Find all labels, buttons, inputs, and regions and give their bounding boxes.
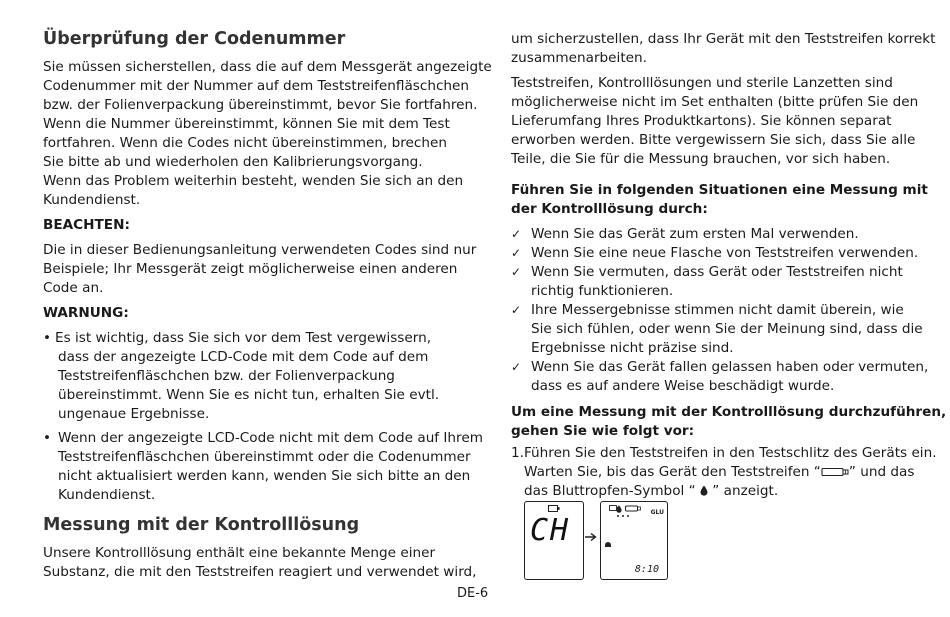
text-line: Kundendienst.: [58, 487, 156, 503]
checkmark-icon: ✓: [511, 246, 522, 260]
text-line: Codenummer mit der Nummer auf dem Teststreifenfläschchen: [43, 78, 470, 94]
text-segment: ” anzeigt.: [707, 483, 779, 499]
checkmark-icon: ✓: [511, 303, 522, 317]
test-strip-icon: [625, 505, 641, 512]
lcd-display-code: [524, 501, 584, 580]
bullet-icon: •: [43, 430, 52, 446]
checkmark-icon: ✓: [511, 265, 522, 279]
text-line: ungenaue Ergebnisse.: [58, 406, 210, 422]
text-line: Unsere Kontrolllösung enthält eine bekannte Menge einer: [43, 545, 436, 561]
text-line: Die in dieser Bedienungsanleitung verwendeten Codes sind nur: [43, 242, 477, 258]
paragraph-continued: [511, 30, 935, 68]
text-line: möglicherweise nicht im Set enthalten (bitte prüfen Sie den: [511, 94, 919, 110]
test-strip-icon: [821, 467, 849, 477]
text-line: Sie bitte ab und wiederholen den Kalibrierungsvorgang.: [43, 154, 423, 170]
text-line: dass der angezeigte LCD-Code mit dem Code auf dem: [58, 349, 429, 365]
text-line: Kundendienst.: [43, 192, 141, 208]
text-line: Führen Sie in folgenden Situationen eine Messung mit: [511, 182, 928, 198]
text-line: [511, 463, 937, 482]
text-line: Wenn die Nummer übereinstimmt, können Sie mit dem Test: [43, 116, 450, 132]
arrow-right-icon: [585, 533, 597, 541]
text-segment: das Bluttropfen-Symbol “: [524, 483, 700, 499]
text-line: nicht aktualisiert werden kann, wenden Sie sich bitte an den: [58, 468, 471, 484]
text-line: Sie müssen sicherstellen, dass die auf dem Messgerät angezeigte: [43, 59, 492, 75]
lcd-display-ready: [600, 501, 668, 580]
paragraph-note: [43, 241, 476, 298]
text-line: fortfahren. Wenn die Codes nicht übereinstimmen, brechen: [43, 135, 447, 151]
paragraph-supplies: [511, 74, 918, 169]
text-line: Wenn das Problem weiterhin besteht, wenden Sie sich an den: [43, 173, 464, 189]
text-line: Ihre Messergebnisse stimmen nicht damit überein, wie: [531, 302, 904, 318]
text-line: Teststreifenfläschchen bzw. der Folienverpackung: [58, 368, 395, 384]
text-line: zusammenarbeiten.: [511, 50, 647, 66]
heading-control-solution: Messung mit der Kontrolllösung: [43, 515, 360, 535]
paragraph-code-check: [43, 58, 492, 210]
heading-how-to-test: [511, 403, 946, 441]
heading-code-check: Überprüfung der Codenummer: [43, 29, 346, 49]
text-line: Substanz, die mit den Teststreifen reagiert und verwendet wird,: [43, 564, 477, 580]
text-line: Code an.: [43, 280, 104, 296]
text-line: Wenn Sie eine neue Flasche von Teststreifen verwenden.: [531, 245, 919, 261]
text-line: um sicherzustellen, dass Ihr Gerät mit den Teststreifen korrekt: [511, 31, 936, 47]
text-line: dass es auf andere Weise beschädigt wurde.: [531, 378, 835, 394]
bell-icon: [604, 542, 612, 548]
battery-icon: [548, 505, 560, 512]
text-line: Teststreifenfläschchen übereinstimmt oder die Codenummer: [58, 449, 471, 465]
lcd-glu-label: GLU: [650, 509, 664, 516]
battery-icon: [609, 505, 619, 511]
bullet-icon: •: [43, 330, 52, 346]
heading-when-to-test: [511, 181, 928, 219]
checkmark-icon: ✓: [511, 227, 522, 241]
paragraph-control-solution: [43, 544, 477, 582]
text-line: Teile, die Sie für die Messung brauchen, vor sich haben.: [511, 151, 891, 167]
text-line: bzw. der Folienverpackung übereinstimmt, bevor Sie fortfahren.: [43, 97, 478, 113]
text-segment: Warten Sie, bis das Gerät den Teststreifen “: [524, 464, 821, 480]
text-line: Ergebnisse nicht präzise sind.: [531, 340, 734, 356]
step-1: [511, 444, 937, 501]
text-line: Teststreifen, Kontrolllösungen und sterile Lanzetten sind: [511, 75, 893, 91]
text-line: übereinstimmt. Wenn Sie es nicht tun, erhalten Sie evtl.: [58, 387, 440, 403]
page-number: DE-6: [457, 586, 489, 601]
warning-label: WARNUNG:: [43, 305, 129, 321]
text-line: gehen Sie wie folgt vor:: [511, 423, 695, 439]
note-label: BEACHTEN:: [43, 217, 130, 233]
text-line: erworben werden. Bitte vergewissern Sie sich, dass Sie alle: [511, 132, 916, 148]
text-line: 1.Führen Sie den Teststreifen in den Testschlitz des Geräts ein.: [511, 445, 937, 461]
text-line: Es ist wichtig, dass Sie sich vor dem Test vergewissern,: [55, 330, 432, 346]
text-line: Wenn Sie das Gerät fallen gelassen haben oder vermuten,: [531, 359, 929, 375]
text-line: Lieferumfang Ihres Produktkartons). Sie können separat: [511, 113, 892, 129]
text-line: Wenn der angezeigte LCD-Code nicht mit dem Code auf Ihrem: [58, 430, 483, 446]
text-line: Sie sich fühlen, oder wenn Sie der Meinung sind, dass die: [531, 321, 923, 337]
text-line: Um eine Messung mit der Kontrolllösung durchzuführen,: [511, 404, 947, 420]
text-line: Beispiele; Ihr Messgerät zeigt möglicherweise einen anderen: [43, 261, 458, 277]
text-line: der Kontrolllösung durch:: [511, 201, 708, 217]
text-line: Wenn Sie das Gerät zum ersten Mal verwenden.: [531, 226, 859, 242]
lcd-code-text: CH: [530, 513, 571, 548]
blood-drop-icon: [700, 485, 708, 496]
text-line: Wenn Sie vermuten, dass Gerät oder Teststreifen nicht: [531, 264, 903, 280]
text-line: [511, 482, 937, 501]
text-segment: ” und das: [848, 464, 915, 480]
meal-marker-icon: [615, 513, 655, 519]
warning-item-1: [43, 329, 483, 424]
text-line: richtig funktionieren.: [531, 283, 674, 299]
lcd-time-text: 8:10: [634, 564, 659, 575]
checkmark-icon: ✓: [511, 360, 522, 374]
warning-item-2: [43, 429, 483, 505]
